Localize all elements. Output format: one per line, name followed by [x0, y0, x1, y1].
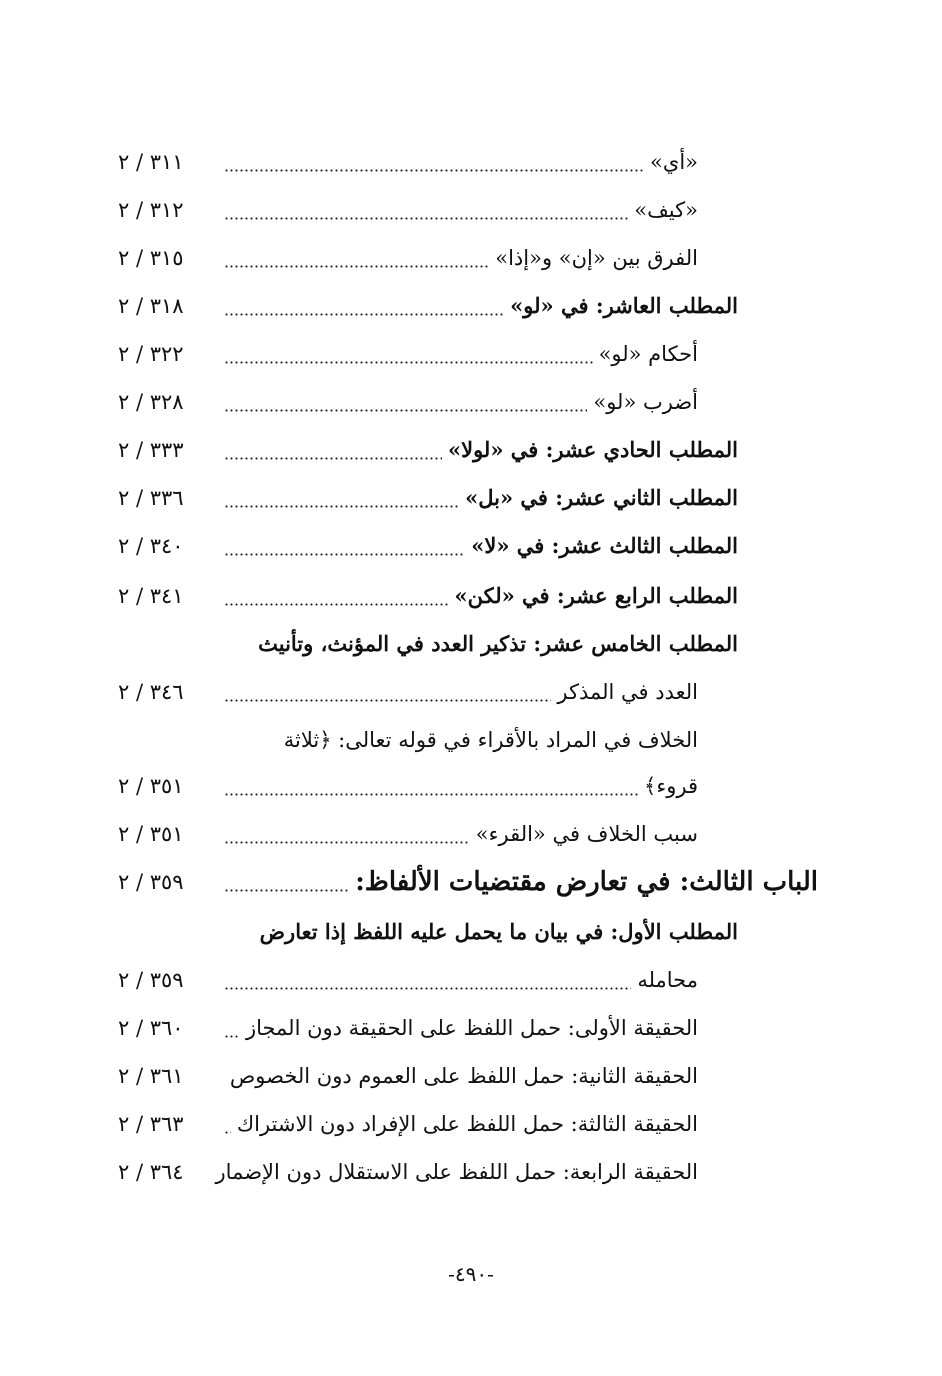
- toc-entry-continued: [118, 720, 818, 760]
- page-ref: ٣٢٢ / ٢: [118, 342, 184, 366]
- entry-title: أضرب «لو»: [593, 390, 698, 414]
- page-ref: ٣٦٤ / ٢: [118, 1160, 184, 1184]
- leader-dots: [224, 430, 442, 470]
- page-ref: ٣٥٩ / ٢: [118, 870, 184, 894]
- page-ref: ٣٦١ / ٢: [118, 1064, 184, 1088]
- toc-chapter-entry: [118, 862, 818, 902]
- leader-dots: [224, 334, 593, 374]
- toc-entry: [118, 190, 818, 230]
- leader-dots: [224, 960, 631, 1000]
- entry-title: المطلب الثاني عشر: في «بل»: [465, 485, 738, 510]
- entry-title: المطلب الأول: في بيان ما يحمل عليه اللفظ إذا تعارض: [259, 919, 738, 944]
- page-ref: ٣٥١ / ٢: [118, 822, 184, 846]
- toc-entry: [118, 672, 818, 712]
- toc-entry: [118, 1152, 818, 1192]
- page-ref: ٣٤٦ / ٢: [118, 680, 184, 704]
- leader-dots: [224, 814, 470, 854]
- entry-title: المطلب الرابع عشر: في «لكن»: [454, 583, 738, 608]
- leader-dots: [224, 1008, 240, 1048]
- toc-entry: [118, 1056, 818, 1096]
- leader-dots: [224, 478, 459, 518]
- toc-entry: [118, 382, 818, 422]
- page-ref: ٣٤١ / ٢: [118, 584, 184, 608]
- toc-entry-continued: [118, 912, 818, 952]
- toc-entry: [118, 766, 818, 806]
- entry-title: العدد في المذكر: [557, 680, 698, 704]
- leader-dots: [224, 190, 628, 230]
- entry-title: سبب الخلاف في «القرء»: [475, 822, 698, 846]
- toc-entry: [118, 142, 818, 182]
- page-ref: ٣٣٦ / ٢: [118, 486, 184, 510]
- entry-title: الفرق بين «إن» و«إذا»: [495, 246, 698, 270]
- leader-dots: [224, 576, 449, 616]
- entry-title: المطلب الخامس عشر: تذكير العدد في المؤنث، وتأنيث: [258, 631, 738, 656]
- leader-dots: [224, 238, 489, 278]
- leader-dots: [224, 862, 349, 902]
- toc-entry: [118, 430, 818, 470]
- entry-title: محامله: [637, 968, 698, 992]
- leader-dots: [224, 1104, 231, 1144]
- entry-title: المطلب الثالث عشر: في «لا»: [471, 533, 738, 558]
- leader-dots: [224, 672, 551, 712]
- page-ref: ٣١١ / ٢: [118, 150, 184, 174]
- page-ref: ٣٢٨ / ٢: [118, 390, 184, 414]
- toc-entry-continued: [118, 624, 818, 664]
- leader-dots: [224, 382, 587, 422]
- entry-title: قروء﴾: [644, 774, 698, 798]
- entry-title: الحقيقة الثالثة: حمل اللفظ على الإفراد دون الاشتراك: [236, 1112, 698, 1136]
- toc-entry: [118, 1008, 818, 1048]
- entry-title: الحقيقة الأولى: حمل اللفظ على الحقيقة دون المجاز: [245, 1016, 698, 1040]
- page-ref: ٣٥٩ / ٢: [118, 968, 184, 992]
- entry-title: الباب الثالث: في تعارض مقتضيات الألفاظ:: [355, 867, 818, 897]
- toc-entry: [118, 814, 818, 854]
- entry-title: المطلب الحادي عشر: في «لولا»: [447, 437, 738, 462]
- entry-title: الحقيقة الرابعة: حمل اللفظ على الاستقلال دون الإضمار: [215, 1160, 698, 1184]
- leader-dots: [224, 526, 465, 566]
- page-ref: ٣٦٣ / ٢: [118, 1112, 184, 1136]
- toc-entry: [118, 960, 818, 1000]
- page-ref: ٣٥١ / ٢: [118, 774, 184, 798]
- page-number: -٤٩٠-: [448, 1262, 494, 1286]
- page-ref: ٣١٥ / ٢: [118, 246, 184, 270]
- entry-title: الحقيقة الثانية: حمل اللفظ على العموم دون الخصوص: [229, 1064, 698, 1088]
- toc-entry: [118, 286, 818, 326]
- toc-entry: [118, 1104, 818, 1144]
- toc-entry: [118, 526, 818, 566]
- page-ref: ٣١٨ / ٢: [118, 294, 184, 318]
- page-ref: ٣٤٠ / ٢: [118, 534, 184, 558]
- toc-entry: [118, 334, 818, 374]
- entry-title: الخلاف في المراد بالأقراء في قوله تعالى: ﴿ثلاثة: [283, 728, 698, 752]
- page-ref: ٣١٢ / ٢: [118, 198, 184, 222]
- leader-dots: [224, 766, 638, 806]
- toc-entry: [118, 238, 818, 278]
- page-ref: ٣٣٣ / ٢: [118, 438, 184, 462]
- page-ref: ٣٦٠ / ٢: [118, 1016, 184, 1040]
- toc-entry: [118, 576, 818, 616]
- entry-title: «أي»: [650, 150, 698, 174]
- entry-title: أحكام «لو»: [598, 342, 698, 366]
- entry-title: «كيف»: [634, 198, 698, 222]
- entry-title: المطلب العاشر: في «لو»: [510, 293, 738, 318]
- leader-dots: [224, 142, 644, 182]
- toc-entry: [118, 478, 818, 518]
- leader-dots: [224, 286, 504, 326]
